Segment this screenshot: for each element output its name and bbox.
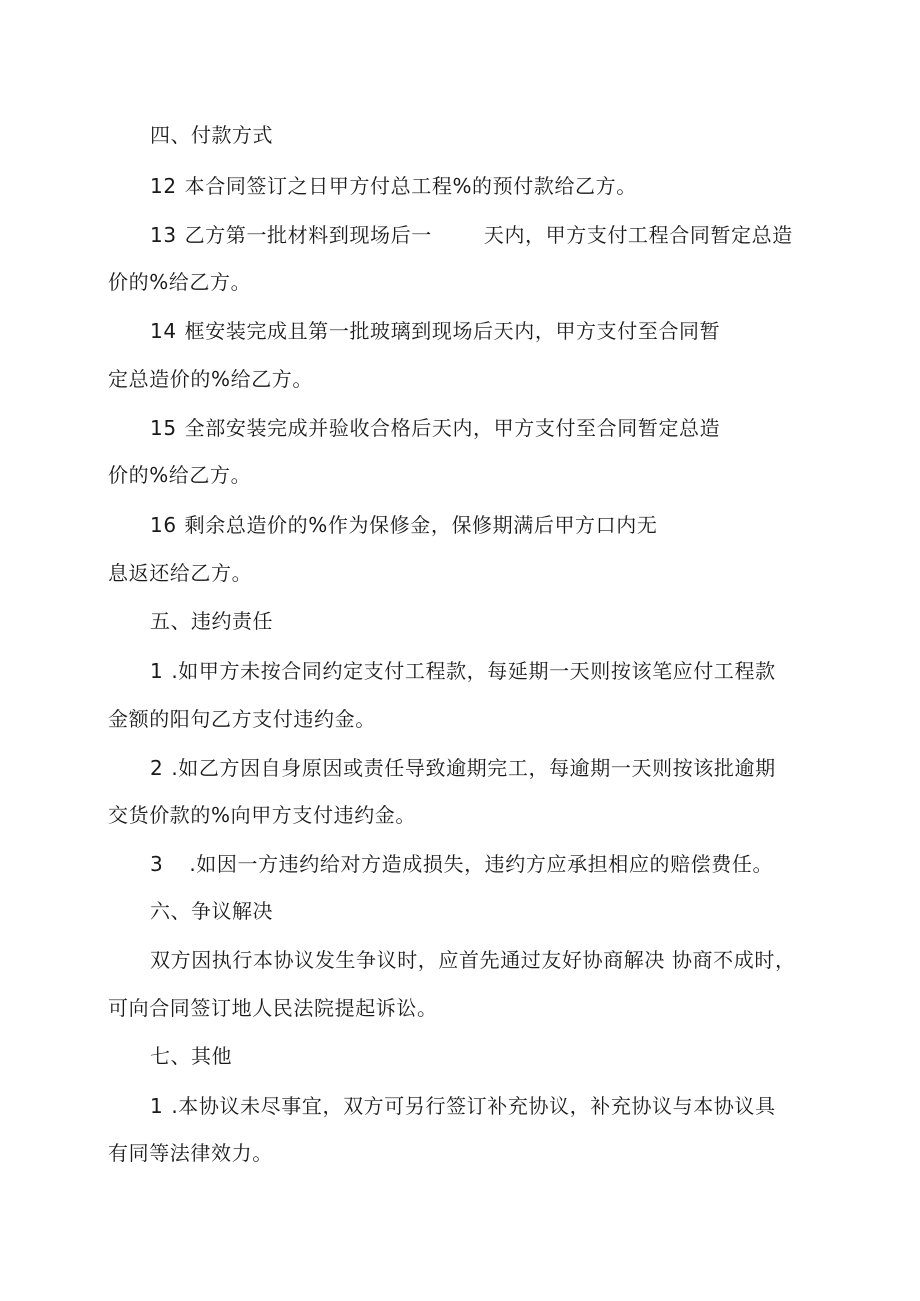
clause-13: [150, 222, 793, 248]
clause-16-cont: 息返还给乙方。: [108, 561, 253, 585]
clause-number: 13: [150, 223, 177, 247]
clause-text-continued: 天内，甲方支付工程合同暂定总造: [483, 223, 793, 247]
liability-clause-1-cont: 金额的阳句乙方支付违约金。: [108, 707, 376, 731]
other-clause-1: [150, 1093, 776, 1119]
clause-text: 剩余总造价的%作为保修金，保修期满后甲方口内无: [184, 513, 658, 537]
clause-number: 15: [150, 416, 177, 440]
clause-14: [150, 318, 720, 344]
clause-text: 全部安装完成并验收合格后天内，甲方支付至合同暂定总造: [184, 416, 721, 440]
clause-text: 框安装完成且第一批玻璃到现场后天内，甲方支付至合同暂: [184, 319, 721, 343]
clause-text: .如乙方因自身原因或责任导致逾期完工，每逾期一天则按该批逾期: [171, 756, 776, 780]
clause-text: .本协议未尽事宜，双方可另行签订补充协议，补充协议与本协议具: [171, 1094, 776, 1118]
clause-15: [150, 415, 720, 441]
clause-14-cont: 定总造价的%给乙方。: [108, 367, 314, 391]
section-heading-other: 七、其他: [150, 1044, 232, 1068]
section-heading-payment: 四、付款方式: [150, 123, 273, 147]
clause-text: 本合同签订之日甲方付总工程%的预付款给乙方。: [184, 174, 637, 198]
dispute-text-cont: 可向合同签订地人民法院提起诉讼。: [108, 996, 438, 1020]
clause-number: 14: [150, 319, 177, 343]
clause-number: 3: [150, 852, 164, 876]
liability-clause-2-cont: 交货价款的%向甲方支付违约金。: [108, 803, 417, 827]
clause-16: [150, 512, 657, 538]
clause-15-cont: 价的%给乙方。: [108, 463, 252, 487]
clause-number: 12: [150, 174, 177, 198]
clause-number: 1: [150, 1094, 164, 1118]
liability-clause-2: [150, 755, 776, 781]
clause-number: 2: [150, 756, 164, 780]
clause-text: 乙方第一批材料到现场后一: [184, 223, 432, 247]
dispute-text: 双方因执行本协议发生争议时，应首先通过友好协商解决 协商不成时，: [150, 948, 796, 972]
clause-12: [150, 173, 637, 199]
clause-text: .如因一方违约给对方造成损失，违约方应承担相应的赔偿费任。: [189, 852, 774, 876]
clause-text: .如甲方未按合同约定支付工程款，每延期一天则按该笔应付工程款: [171, 659, 776, 683]
clause-number: 1: [150, 659, 164, 683]
section-heading-dispute: 六、争议解决: [150, 899, 273, 923]
other-clause-1-cont: 有同等法律效力。: [108, 1141, 273, 1165]
section-heading-liability: 五、违约责任: [150, 609, 273, 633]
clause-13-cont: 价的%给乙方。: [108, 270, 252, 294]
liability-clause-3: [150, 851, 773, 877]
clause-number: 16: [150, 513, 177, 537]
liability-clause-1: [150, 658, 776, 684]
